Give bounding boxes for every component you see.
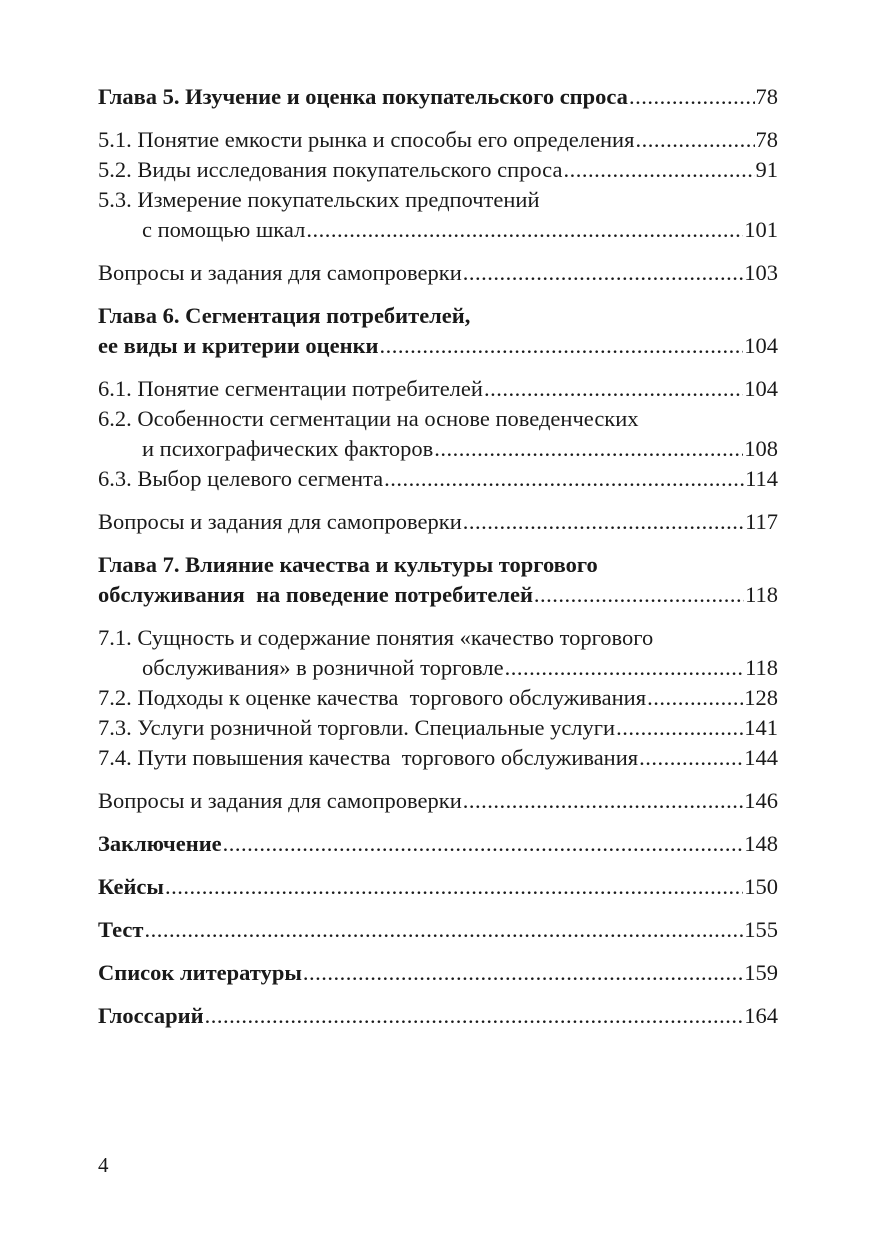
- toc-entry-title: 7.4. Пути повышения качества торгового обслуживания: [98, 745, 639, 770]
- toc-page-number: 108: [744, 436, 778, 461]
- dot-leader: [384, 464, 744, 494]
- toc-section-6-1[interactable]: [98, 374, 778, 404]
- toc-entry-title-continued: и психографических факторов: [142, 436, 434, 461]
- toc-chapter-7[interactable]: [98, 550, 778, 610]
- toc-questions-5[interactable]: [98, 258, 778, 288]
- toc-entry-title: 6.1. Понятие сегментации потребителей: [98, 376, 483, 401]
- dot-leader: [434, 434, 743, 464]
- toc-chapter-5[interactable]: [98, 82, 778, 112]
- toc-test[interactable]: [98, 915, 778, 945]
- dot-leader: [223, 829, 744, 859]
- dot-leader: [629, 82, 755, 112]
- toc-page-number: 103: [744, 260, 778, 285]
- toc-questions-7[interactable]: [98, 786, 778, 816]
- table-of-contents: [98, 82, 778, 1031]
- toc-section-5-3[interactable]: [98, 185, 778, 245]
- toc-page-number: 101: [744, 217, 778, 242]
- toc-page-number: 159: [744, 960, 778, 985]
- dot-leader: [463, 786, 744, 816]
- toc-page-number: 141: [744, 715, 778, 740]
- dot-leader: [165, 872, 743, 902]
- toc-page-number: 118: [745, 582, 778, 607]
- toc-entry-title: 6.3. Выбор целевого сегмента: [98, 466, 384, 491]
- toc-page-number: 117: [745, 509, 778, 534]
- toc-section-5-1[interactable]: [98, 125, 778, 155]
- toc-page-number: 150: [744, 874, 778, 899]
- dot-leader: [144, 915, 743, 945]
- toc-entry-title: Вопросы и задания для самопроверки: [98, 788, 462, 813]
- dot-leader: [647, 683, 743, 713]
- toc-entry-title: 5.1. Понятие емкости рынка и способы его определения: [98, 127, 635, 152]
- toc-page-number: 104: [744, 376, 778, 401]
- toc-chapter-6[interactable]: [98, 301, 778, 361]
- toc-section-6-2[interactable]: [98, 404, 778, 464]
- toc-page-number: 144: [744, 745, 778, 770]
- dot-leader: [484, 374, 743, 404]
- toc-references[interactable]: [98, 958, 778, 988]
- dot-leader: [534, 580, 744, 610]
- dot-leader: [463, 507, 744, 537]
- toc-glossary[interactable]: [98, 1001, 778, 1031]
- toc-questions-6[interactable]: [98, 507, 778, 537]
- toc-page-number: 155: [744, 917, 778, 942]
- toc-entry-title: 5.3. Измерение покупательских предпочтений: [98, 187, 540, 212]
- toc-entry-title: Вопросы и задания для самопроверки: [98, 260, 462, 285]
- toc-entry-title: Глава 5. Изучение и оценка покупательского спроса: [98, 84, 628, 109]
- toc-entry-title: Список литературы: [98, 960, 302, 985]
- dot-leader: [563, 155, 754, 185]
- toc-entry-title: 7.1. Сущность и содержание понятия «качество торгового: [98, 625, 654, 650]
- toc-page-number: 148: [744, 831, 778, 856]
- toc-entry-title: Глава 7. Влияние качества и культуры торгового: [98, 552, 598, 577]
- dot-leader: [380, 331, 744, 361]
- page-number-footer: 4: [98, 1153, 109, 1177]
- dot-leader: [463, 258, 744, 288]
- toc-conclusion[interactable]: [98, 829, 778, 859]
- toc-entry-title: 7.3. Услуги розничной торговли. Специальные услуги: [98, 715, 616, 740]
- toc-page-number: 128: [744, 685, 778, 710]
- toc-section-7-2[interactable]: [98, 683, 778, 713]
- toc-page-number: 146: [744, 788, 778, 813]
- toc-section-7-3[interactable]: [98, 713, 778, 743]
- toc-entry-title-continued: обслуживания на поведение потребителей: [98, 582, 533, 607]
- dot-leader: [303, 958, 743, 988]
- toc-cases[interactable]: [98, 872, 778, 902]
- dot-leader: [635, 125, 754, 155]
- dot-leader: [639, 743, 743, 773]
- toc-entry-title: Кейсы: [98, 874, 164, 899]
- toc-entry-title-continued: обслуживания» в розничной торговле: [142, 655, 504, 680]
- toc-page-number: 78: [755, 127, 778, 152]
- toc-page-number: 164: [744, 1003, 778, 1028]
- dot-leader: [616, 713, 743, 743]
- toc-entry-title: Тест: [98, 917, 144, 942]
- dot-leader: [205, 1001, 744, 1031]
- toc-entry-title: Глоссарий: [98, 1003, 204, 1028]
- toc-entry-title-continued: с помощью шкал: [142, 217, 306, 242]
- toc-page-number: 114: [745, 466, 778, 491]
- dot-leader: [306, 215, 743, 245]
- toc-page-number: 118: [745, 655, 778, 680]
- toc-section-7-1[interactable]: [98, 623, 778, 683]
- toc-section-6-3[interactable]: [98, 464, 778, 494]
- toc-page-number: 78: [755, 84, 778, 109]
- toc-entry-title: 7.2. Подходы к оценке качества торгового обслуживания: [98, 685, 647, 710]
- toc-entry-title-continued: ее виды и критерии оценки: [98, 333, 379, 358]
- toc-page-number: 91: [755, 157, 778, 182]
- toc-section-7-4[interactable]: [98, 743, 778, 773]
- toc-entry-title: 5.2. Виды исследования покупательского спроса: [98, 157, 563, 182]
- dot-leader: [505, 653, 745, 683]
- toc-entry-title: 6.2. Особенности сегментации на основе поведенческих: [98, 406, 639, 431]
- toc-entry-title: Вопросы и задания для самопроверки: [98, 509, 462, 534]
- toc-entry-title: Глава 6. Сегментация потребителей,: [98, 303, 471, 328]
- toc-section-5-2[interactable]: [98, 155, 778, 185]
- toc-entry-title: Заключение: [98, 831, 222, 856]
- toc-page-number: 104: [744, 333, 778, 358]
